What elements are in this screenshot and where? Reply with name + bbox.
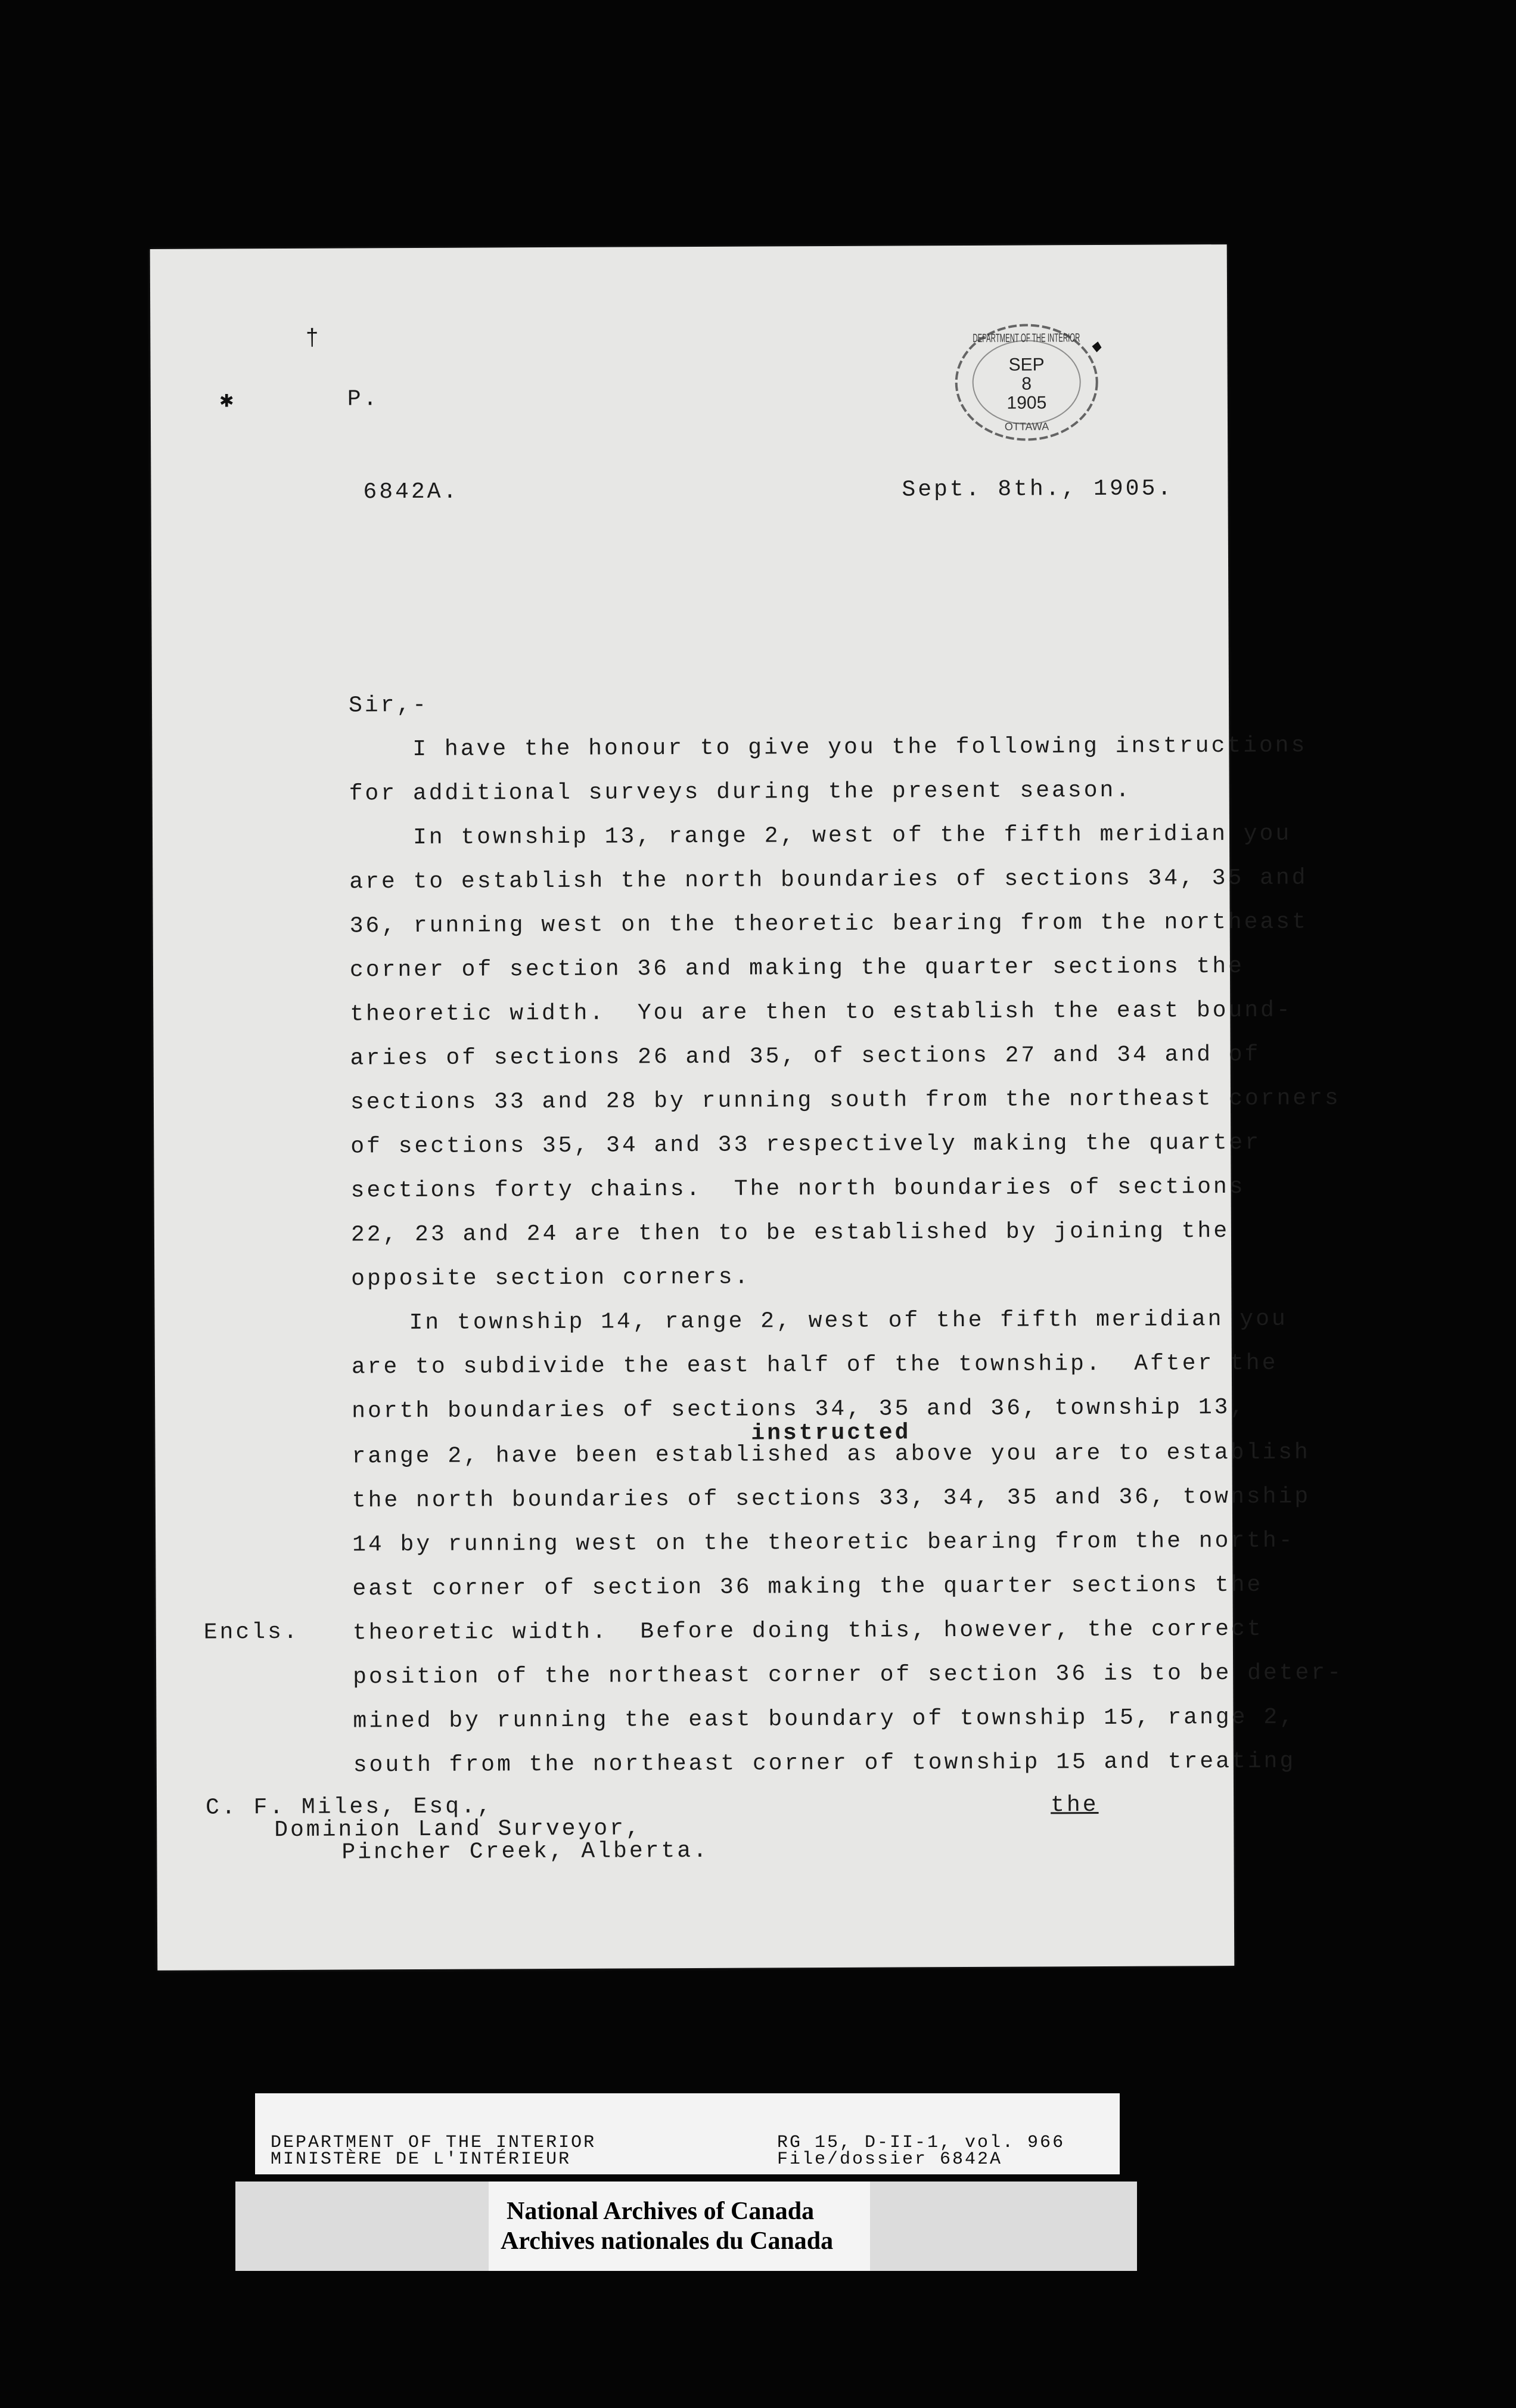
body-line-17: range 2, have been established as above you are to establish xyxy=(352,1439,1310,1470)
body-line-22: position of the northeast corner of section 36 is to be deter- xyxy=(353,1660,1344,1690)
body-line-20: east corner of section 36 making the quarter sections the xyxy=(352,1572,1263,1602)
insertion-instructed: instructed xyxy=(751,1420,911,1447)
catchword: the xyxy=(1051,1792,1099,1819)
archives-label-panel xyxy=(489,2182,870,2271)
body-line-4: are to establish the north boundaries of sections 34, 35 and xyxy=(349,865,1308,895)
margin-tick-mark: † xyxy=(305,325,319,352)
addressee-line-3: Pincher Creek, Alberta. xyxy=(341,1838,710,1866)
body-line-13: opposite section corners. xyxy=(351,1264,751,1292)
body-line-10: of sections 35, 34 and 33 respectively making the quarter xyxy=(350,1129,1262,1160)
stamp-city: OTTAWA xyxy=(1004,420,1049,433)
body-line-2: for additional surveys during the present season. xyxy=(349,777,1132,807)
file-dossier: File/dossier 6842A xyxy=(777,2149,1003,2170)
body-line-9: sections 33 and 28 by running south from the northeast corners xyxy=(350,1085,1341,1116)
body-line-14: In township 14, range 2, west of the fifth meridian you xyxy=(409,1306,1288,1336)
letter-page xyxy=(150,244,1344,1971)
reference-label xyxy=(255,2093,1120,2174)
body-line-16: north boundaries of sections 34, 35 and 36, township 13, xyxy=(352,1394,1247,1425)
addressee-line-2: Dominion Land Surveyor, xyxy=(274,1816,642,1844)
file-number: 6842A. xyxy=(363,479,459,505)
body-line-18: the north boundaries of sections 33, 34, 35 and 36, township xyxy=(352,1484,1311,1514)
received-date-stamp xyxy=(943,311,1161,454)
body-line-1: I have the honour to give you the following instructions xyxy=(412,733,1307,763)
stamp-month: SEP xyxy=(1008,355,1045,375)
record-group-reference: RG 15, D-II-1, vol. 966 xyxy=(777,2133,1065,2153)
addressee-line-1: C. F. Miles, Esq., xyxy=(206,1793,493,1821)
body-line-21: theoretic width. Before doing this, however, the correct xyxy=(352,1616,1263,1646)
margin-star-mark: ✱ xyxy=(219,388,234,414)
stamp-year: 1905 xyxy=(1006,393,1047,413)
department-en: DEPARTMENT OF THE INTERIOR xyxy=(271,2133,597,2153)
body-line-15: are to subdivide the east half of the township. After the xyxy=(351,1350,1278,1380)
body-line-11: sections forty chains. The north boundaries of sections xyxy=(350,1174,1245,1204)
letter-date: Sept. 8th., 1905. xyxy=(902,476,1174,503)
stamp-day: 8 xyxy=(1021,374,1032,394)
archives-name-en: National Archives of Canada xyxy=(507,2198,815,2225)
body-line-7: theoretic width. You are then to establish the east bound- xyxy=(350,997,1293,1028)
salutation: Sir,- xyxy=(348,692,429,719)
body-line-24: south from the northeast corner of township 15 and treating xyxy=(353,1748,1296,1779)
body-line-12: 22, 23 and 24 are then to be established by joining the xyxy=(350,1218,1230,1248)
body-line-19: 14 by running west on the theoretic bearing from the north- xyxy=(352,1528,1295,1558)
margin-note-encls: Encls. xyxy=(203,1619,300,1646)
archives-name-fr: Archives nationales du Canada xyxy=(501,2227,834,2255)
body-line-3: In township 13, range 2, west of the fifth meridian you xyxy=(412,821,1292,851)
body-line-6: corner of section 36 and making the quarter sections the xyxy=(349,953,1245,983)
stamp-outer-text: DEPARTMENT OF THE INTERIOR xyxy=(973,331,1161,345)
department-fr: MINISTÈRE DE L'INTÉRIEUR xyxy=(271,2149,571,2170)
body-line-5: 36, running west on the theoretic bearing from the northeast xyxy=(349,909,1308,939)
body-line-8: aries of sections 26 and 35, of sections 27 and 34 and of xyxy=(350,1041,1261,1072)
archives-label xyxy=(235,2182,1137,2271)
letter-header-p: P. xyxy=(347,386,380,412)
body-line-23: mined by running the east boundary of township 15, range 2, xyxy=(353,1704,1296,1734)
